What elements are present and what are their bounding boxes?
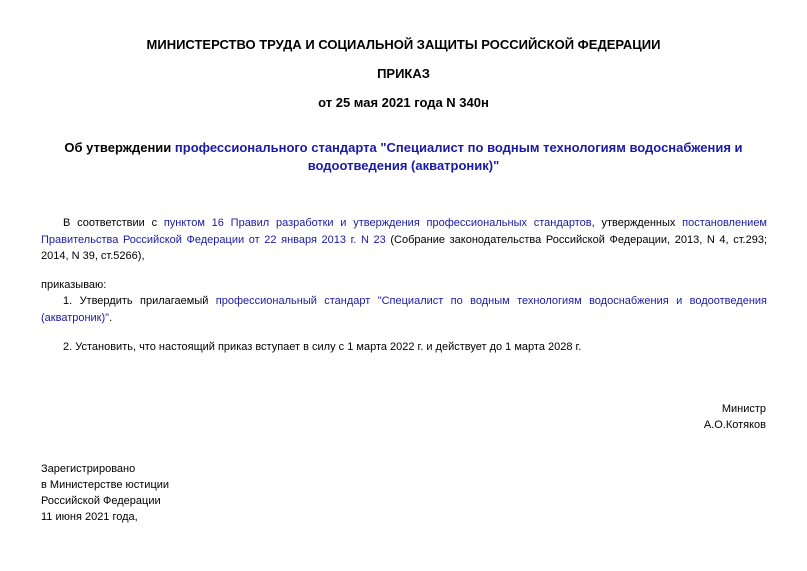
order-date: от 25 мая 2021 года N 340н: [318, 95, 489, 110]
title-standard-link[interactable]: профессионального стандарта "Специалист по водным технологиям водоснабжения и водоотведения (акватроник)": [174, 140, 743, 173]
signature-block: [704, 401, 766, 433]
item1-end: .: [109, 311, 113, 324]
preamble-paragraph: [41, 215, 767, 265]
order-heading: ПРИКАЗ: [377, 66, 430, 81]
registration-line-4: 11 июня 2021 года,: [41, 511, 138, 523]
order-verb: приказываю:: [41, 279, 107, 291]
registration-line-2: в Министерстве юстиции: [41, 479, 170, 491]
document-title: [40, 139, 767, 175]
order-item-2: 2. Установить, что настоящий приказ вступает в силу с 1 марта 2022 г. и действует до 1 марта 2028 г.: [63, 341, 582, 353]
rules-point-16-link[interactable]: пунктом 16 Правил разработки и утверждения профессиональных стандартов: [163, 217, 592, 229]
government-resolution-link[interactable]: постановлением Правительства Российской Федерации от 22 января 2013 г. N 23: [41, 217, 767, 246]
registration-line-1: Зарегистрировано: [41, 463, 136, 475]
registration-block: [41, 461, 169, 525]
signatory-name: А.О.Котяков: [703, 419, 766, 431]
preamble-text-2: , утвержденных: [591, 217, 683, 229]
order-item-1: [41, 293, 767, 326]
item1-text: 1. Утвердить прилагаемый: [63, 295, 216, 307]
professional-standard-link[interactable]: профессиональный стандарт "Специалист по водным технологиям водоснабжения и водоотведения (акватроник)": [41, 295, 767, 324]
preamble-text-3: (Собрание законодательства Российской Федерации, 2013, N 4, ст.293; 2014, N 39, ст.5266),: [41, 233, 768, 262]
registration-line-3: Российской Федерации: [41, 495, 161, 507]
preamble-text-1: В соответствии с: [63, 217, 164, 229]
ministry-heading: МИНИСТЕРСТВО ТРУДА И СОЦИАЛЬНОЙ ЗАЩИТЫ РОССИЙСКОЙ ФЕДЕРАЦИИ: [146, 37, 661, 52]
signatory-position: Министр: [721, 403, 766, 415]
title-prefix: Об утверждении: [64, 140, 175, 155]
